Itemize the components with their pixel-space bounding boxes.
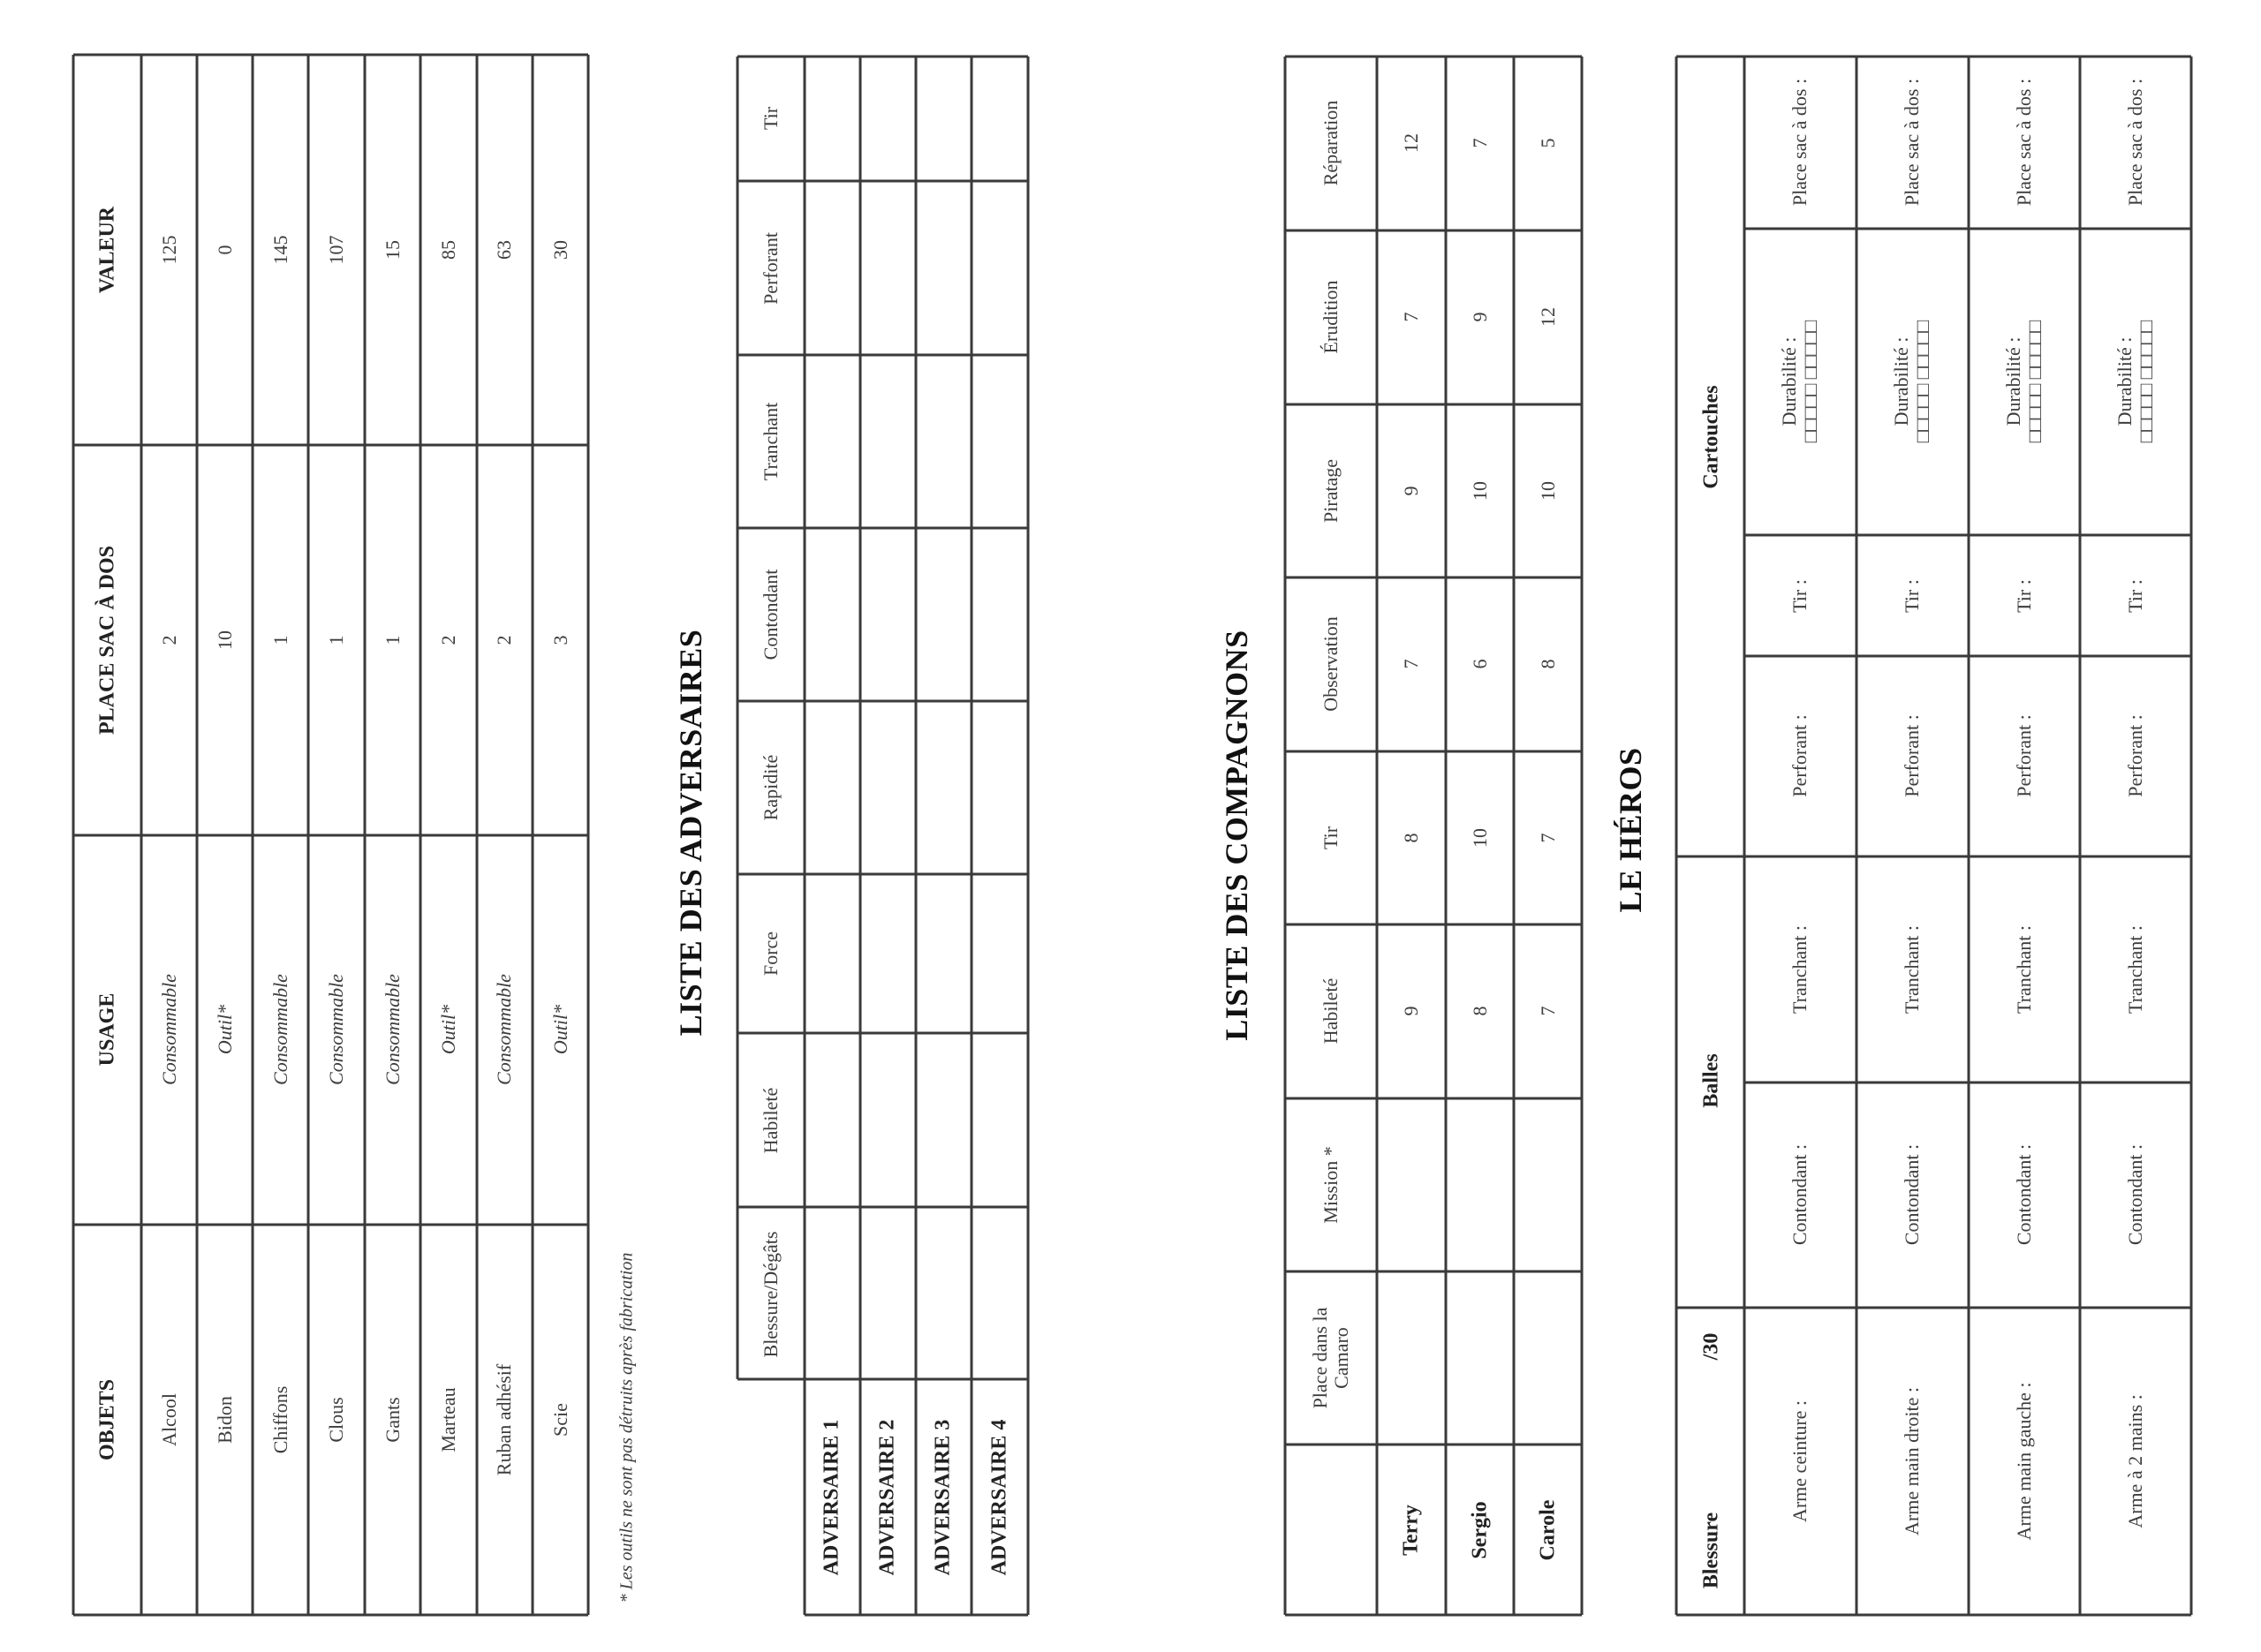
table-cell: 9 — [1400, 1006, 1422, 1016]
table-row-usage: Outil* — [437, 1004, 459, 1055]
place-sac-label: Place sac à dos : — [1788, 78, 1811, 207]
table-row-name: Ruban adhésif — [493, 1363, 515, 1476]
header-contondant: Contondant — [760, 569, 782, 660]
durabilite-label: Durabilité : — [2002, 336, 2024, 426]
tranchant-label: Tranchant : — [2124, 924, 2146, 1015]
durabilite-field — [2114, 321, 2157, 442]
adversaire-row-label: ADVERSAIRE 4 — [987, 1419, 1011, 1576]
table-row-usage: Outil* — [549, 1004, 571, 1055]
table-cell: 7 — [1537, 1006, 1559, 1016]
cartouches-label: Cartouches — [1699, 385, 1723, 489]
perforant-label: Perforant : — [1788, 714, 1811, 797]
table-cell: 8 — [1537, 659, 1559, 669]
compagnons-title: LISTE DES COMPAGNONS — [1219, 630, 1254, 1041]
tranchant-label: Tranchant : — [1901, 924, 1923, 1015]
heros-title: LE HÉROS — [1613, 747, 1648, 913]
table-row-name: Gants — [382, 1397, 404, 1443]
durabilite-label: Durabilité : — [1778, 336, 1800, 426]
header-piratage: Piratage — [1320, 458, 1342, 524]
tir-label: Tir : — [2013, 579, 2035, 613]
table-cell: 7 — [1537, 833, 1559, 843]
header-place-sac: PLACE SAC À DOS — [95, 545, 119, 735]
durabilite-checkboxes[interactable]: □□□□□ □□□□□ — [1911, 320, 1933, 443]
objets-footnote: * Les outils ne sont pas détruits après fabrication — [616, 1252, 637, 1603]
contondant-label: Contondant : — [2013, 1143, 2035, 1246]
table-row-valeur: 145 — [269, 235, 291, 265]
perforant-label: Perforant : — [2124, 714, 2146, 797]
header-force: Force — [760, 931, 782, 977]
table-row-place: 1 — [269, 635, 291, 645]
table-cell: 12 — [1400, 133, 1422, 153]
arme-ceinture-label: Arme ceinture : — [1788, 1399, 1811, 1523]
arme-main-gauche-label: Arme main gauche : — [2013, 1382, 2035, 1541]
table-row-usage: Consommable — [493, 974, 515, 1085]
header-mission: Mission * — [1320, 1146, 1342, 1224]
table-row-valeur: 85 — [437, 240, 459, 260]
table-cell: 12 — [1537, 307, 1559, 327]
arme-main-droite-label: Arme main droite : — [1901, 1386, 1923, 1536]
table-row-place: 1 — [325, 635, 347, 645]
table-row-name: Scie — [549, 1403, 571, 1437]
compagnon-name: Carole — [1536, 1499, 1560, 1561]
contondant-label: Contondant : — [1901, 1143, 1923, 1246]
header-place-line1: Place dans la — [1309, 1307, 1331, 1409]
heros-table-lines — [1676, 57, 2191, 1615]
table-row-usage: Consommable — [269, 974, 291, 1085]
contondant-label: Contondant : — [1788, 1143, 1811, 1246]
table-row-place: 3 — [549, 635, 571, 645]
tir-label: Tir : — [1901, 579, 1923, 613]
table-row-valeur: 107 — [325, 235, 347, 265]
table-cell: 9 — [1400, 486, 1422, 496]
table-cell: 10 — [1537, 481, 1559, 501]
table-row-valeur: 30 — [549, 240, 571, 260]
tranchant-label: Tranchant : — [2013, 924, 2035, 1015]
table-row-valeur: 15 — [382, 240, 404, 260]
perforant-label: Perforant : — [2013, 714, 2035, 797]
balles-label: Balles — [1699, 1053, 1723, 1108]
table-cell: 7 — [1400, 312, 1422, 322]
table-cell: 7 — [1469, 138, 1491, 148]
arme-deux-mains-label: Arme à 2 mains : — [2124, 1394, 2146, 1528]
tir-label: Tir : — [2124, 579, 2146, 613]
table-row-valeur: 0 — [214, 245, 236, 255]
durabilite-field — [2003, 321, 2045, 442]
durabilite-checkboxes[interactable]: □□□□□ □□□□□ — [2135, 320, 2157, 443]
adversaire-row-label: ADVERSAIRE 1 — [820, 1419, 843, 1576]
table-cell: 10 — [1469, 481, 1491, 501]
table-cell: 5 — [1537, 138, 1559, 148]
table-cell: 7 — [1400, 659, 1422, 669]
table-row-place: 2 — [158, 635, 180, 645]
header-place-line2: Camaro — [1330, 1327, 1352, 1389]
durabilite-checkboxes[interactable]: □□□□□ □□□□□ — [1799, 320, 1821, 443]
table-cell: 9 — [1469, 312, 1491, 322]
table-row-name: Alcool — [158, 1393, 180, 1446]
perforant-label: Perforant : — [1901, 714, 1923, 797]
place-sac-label: Place sac à dos : — [2124, 78, 2146, 207]
table-row-place: 2 — [493, 635, 515, 645]
header-tranchant: Tranchant — [760, 402, 782, 481]
header-place-camaro — [1310, 1308, 1352, 1409]
header-rapidite: Rapidité — [760, 754, 782, 821]
header-habilete: Habileté — [1320, 977, 1342, 1045]
table-cell: 10 — [1469, 828, 1491, 848]
adversaires-title: LISTE DES ADVERSAIRES — [673, 629, 708, 1037]
table-row-name: Chiffons — [269, 1385, 291, 1454]
header-reparation: Réparation — [1320, 100, 1342, 186]
table-row-name: Bidon — [214, 1396, 236, 1444]
table-row-place: 10 — [214, 630, 236, 650]
header-objets: OBJETS — [95, 1378, 119, 1461]
blessure-max: /30 — [1699, 1332, 1723, 1361]
header-erudition: Érudition — [1320, 280, 1342, 354]
header-blessure-degats: Blessure/Dégâts — [760, 1231, 782, 1358]
table-row-valeur: 63 — [493, 240, 515, 260]
header-tir: Tir — [760, 106, 782, 131]
durabilite-label: Durabilité : — [1890, 336, 1912, 426]
table-row-usage: Outil* — [214, 1004, 236, 1055]
table-row-usage: Consommable — [382, 974, 404, 1085]
table-row-usage: Consommable — [158, 974, 180, 1085]
table-row-place: 2 — [437, 635, 459, 645]
table-cell: 8 — [1469, 1006, 1491, 1016]
compagnon-name: Sergio — [1468, 1501, 1492, 1559]
table-row-name: Clous — [325, 1397, 347, 1443]
table-row-valeur: 125 — [158, 235, 180, 265]
table-row-usage: Consommable — [325, 974, 347, 1085]
header-usage: USAGE — [95, 992, 119, 1067]
tir-label: Tir : — [1788, 579, 1811, 613]
place-sac-label: Place sac à dos : — [1901, 78, 1923, 207]
compagnon-name: Terry — [1399, 1505, 1423, 1556]
durabilite-field — [1891, 321, 1933, 442]
adversaire-row-label: ADVERSAIRE 2 — [875, 1419, 899, 1576]
adversaire-row-label: ADVERSAIRE 3 — [931, 1419, 955, 1576]
contondant-label: Contondant : — [2124, 1143, 2146, 1246]
tranchant-label: Tranchant : — [1788, 924, 1811, 1015]
header-tir: Tir — [1320, 826, 1342, 850]
durabilite-field — [1779, 321, 1821, 442]
table-row-place: 1 — [382, 635, 404, 645]
blessure-label: Blessure — [1699, 1512, 1723, 1589]
header-perforant: Perforant — [760, 232, 782, 305]
table-cell: 8 — [1400, 833, 1422, 843]
table-row-name: Marteau — [437, 1387, 459, 1452]
table-cell: 6 — [1469, 659, 1491, 669]
header-habilete: Habileté — [760, 1087, 782, 1154]
header-observation: Observation — [1320, 616, 1342, 712]
durabilite-checkboxes[interactable]: □□□□□ □□□□□ — [2023, 320, 2045, 443]
header-valeur: VALEUR — [95, 206, 119, 294]
durabilite-label: Durabilité : — [2114, 336, 2136, 426]
place-sac-label: Place sac à dos : — [2013, 78, 2035, 207]
